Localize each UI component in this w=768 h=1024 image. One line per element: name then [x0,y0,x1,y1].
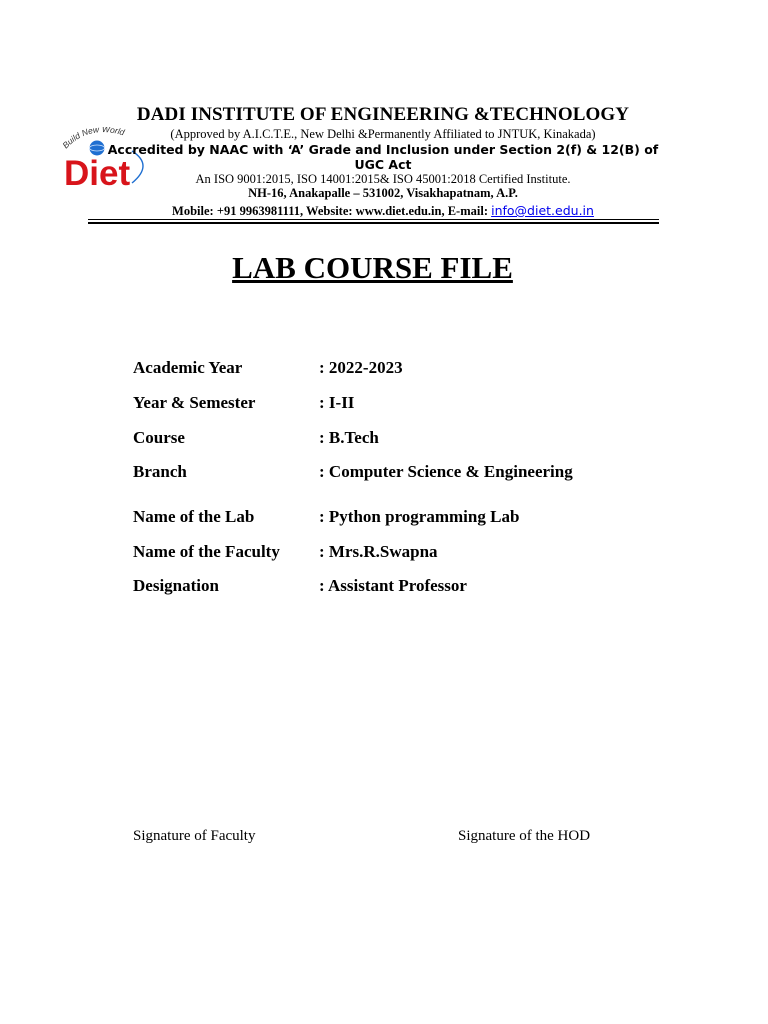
detail-label: Name of the Lab [133,507,255,526]
faculty-signature-label: Signature of Faculty [133,828,256,844]
detail-row-faculty [133,542,693,566]
detail-value: : Assistant Professor [319,576,467,595]
detail-row-course [133,428,693,452]
detail-row-designation [133,576,693,600]
logo-wordmark: Diet [64,154,131,189]
detail-value: : B.Tech [319,428,379,447]
detail-label: Year & Semester [133,393,256,412]
detail-label: Branch [133,462,187,481]
logo-tagline: uild New World [64,127,126,147]
detail-label: Course [133,428,185,447]
hod-signature-label: Signature of the HOD [458,828,591,844]
detail-label: Name of the Faculty [133,542,280,561]
naac-accreditation [88,142,678,172]
naac-line-2: UGC Act [354,157,412,172]
naac-line-1: Accredited by NAAC with ‘A’ Grade and Inclusion under Section 2(f) & 12(B) of [107,142,659,157]
document-title: LAB COURSE FILE [232,250,513,285]
detail-label: Designation [133,576,219,595]
detail-value: : I-II [319,393,355,412]
detail-row-lab-name [133,507,693,531]
contact-text: Mobile: +91 9963981111, Website: www.diet.edu.in, E-mail: [172,204,492,218]
institute-name: DADI INSTITUTE OF ENGINEERING &TECHNOLOGY [136,104,630,125]
contact-line [88,203,678,219]
detail-row-academic-year [133,358,693,382]
detail-value: : Computer Science & Engineering [319,462,573,481]
iso-certification: An ISO 9001:2015, ISO 14001:2015& ISO 45001:2018 Certified Institute. [195,172,571,186]
detail-value: : Mrs.R.Swapna [319,542,438,561]
address: NH-16, Anakapalle – 531002, Visakhapatnam, A.P. [248,186,518,200]
detail-value: : Python programming Lab [319,507,520,526]
detail-row-year-semester [133,393,693,417]
detail-row-branch [133,462,693,486]
detail-value: : 2022-2023 [319,358,403,377]
detail-label: Academic Year [133,358,243,377]
approval-line: (Approved by A.I.C.T.E., New Delhi &Permanently Affiliated to JNTUK, Kinakada) [170,127,596,141]
header-divider-thick [88,222,659,224]
email-link[interactable]: info@diet.edu.in [491,203,594,218]
header-divider-thin [88,219,659,220]
